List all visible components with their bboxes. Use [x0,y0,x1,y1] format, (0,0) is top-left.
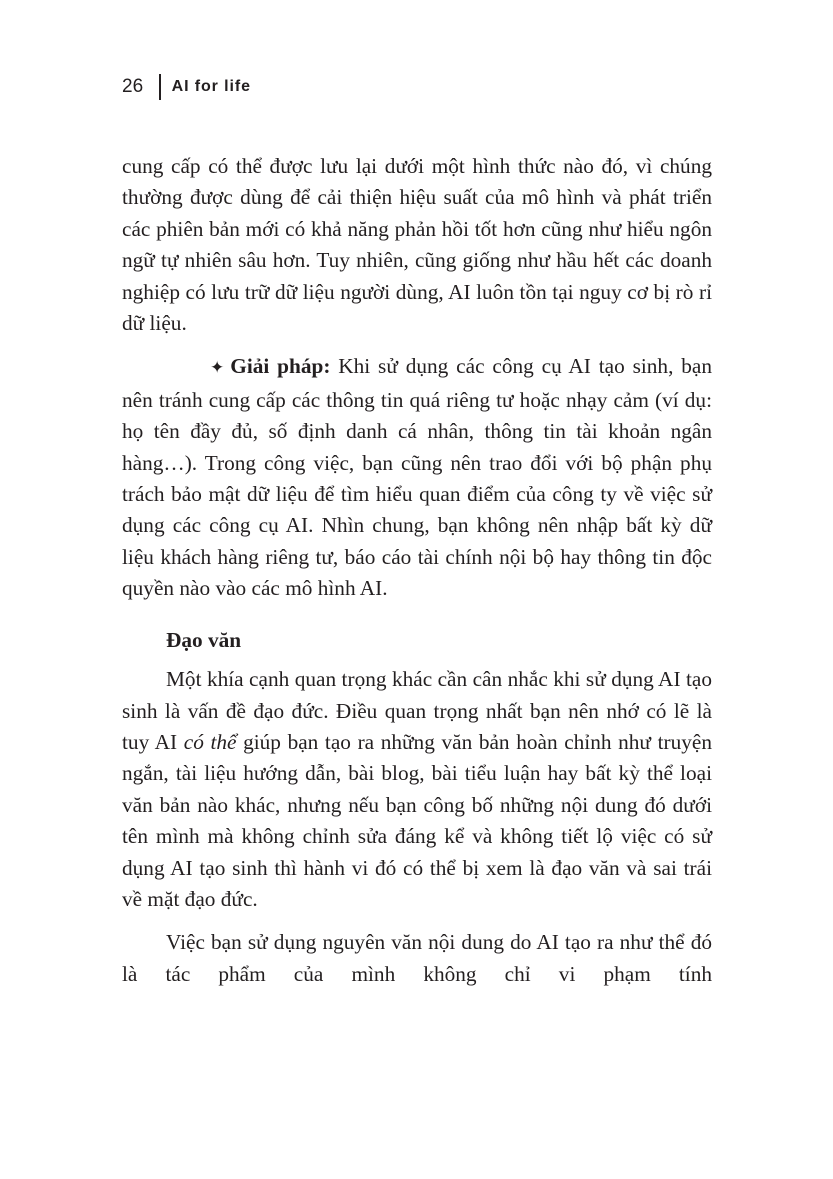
solution-paragraph [122,351,712,604]
solution-label: Giải pháp: [230,354,331,379]
solution-text: Khi sử dụng các công cụ AI tạo sinh, bạn nên tránh cung cấp các thông tin quá riêng tư hoặc nhạy cảm (ví dụ: họ tên đầy đủ, số định danh cá nhân, thông tin tài khoản ngân hàng…). Trong công việc, bạn cũng nên trao đổi với bộ phận phụ trách bảo mật dữ liệu để tìm hiểu quan điểm của công ty về việc sử dụng các công cụ AI. Nhìn chung, bạn không nên nhập bất kỳ dữ liệu khách hàng riêng tư, báo cáo tài chính nội bộ hay thông tin độc quyền nào vào các mô hình AI. [122,354,712,601]
plagiarism-text-part2: giúp bạn tạo ra những văn bản hoàn chỉnh như truyện ngắn, tài liệu hướng dẫn, bài blog, bài tiểu luận hay bất kỳ thể loại văn bản nào khác, nhưng nếu bạn công bố những nội dung đó dưới tên mình mà không chỉnh sửa đáng kể và không tiết lộ việc có sử dụng AI tạo sinh thì hành vi đó có thể bị xem là đạo văn và sai trái về mặt đạo đức. [122,729,712,911]
sparkle-icon: ✦ [210,358,225,379]
paragraph-continued: cung cấp có thể được lưu lại dưới một hình thức nào đó, vì chúng thường được dùng để cải thiện hiệu suất của mô hình và phát triển các phiên bản mới có khả năng phản hồi tốt hơn cũng như hiểu ngôn ngữ tự nhiên sâu hơn. Tuy nhiên, cũng giống như hầu hết các doanh nghiệp có lưu trữ dữ liệu người dùng, AI luôn tồn tại nguy cơ bị rò rỉ dữ liệu. [122,154,712,336]
page-number: 26 [122,76,144,97]
plagiarism-paragraph [122,664,712,915]
header-divider [159,74,161,100]
page-header [122,72,251,102]
body-text [122,151,712,990]
paragraph-continues: Việc bạn sử dụng nguyên văn nội dung do AI tạo ra như thể đó là tác phẩm của mình không chỉ vi phạm tính [122,930,712,986]
emphasis-text: có thể [183,729,237,754]
running-title: AI for life [171,78,251,95]
plagiarism-text-part1: Một khía cạnh quan trọng khác cần cân nhắc khi sử dụng AI tạo sinh là vấn đề đạo đức. Điều quan trọng nhất bạn nên nhớ có lẽ là tuy AI [122,667,712,754]
section-heading: Đạo văn [166,627,242,652]
